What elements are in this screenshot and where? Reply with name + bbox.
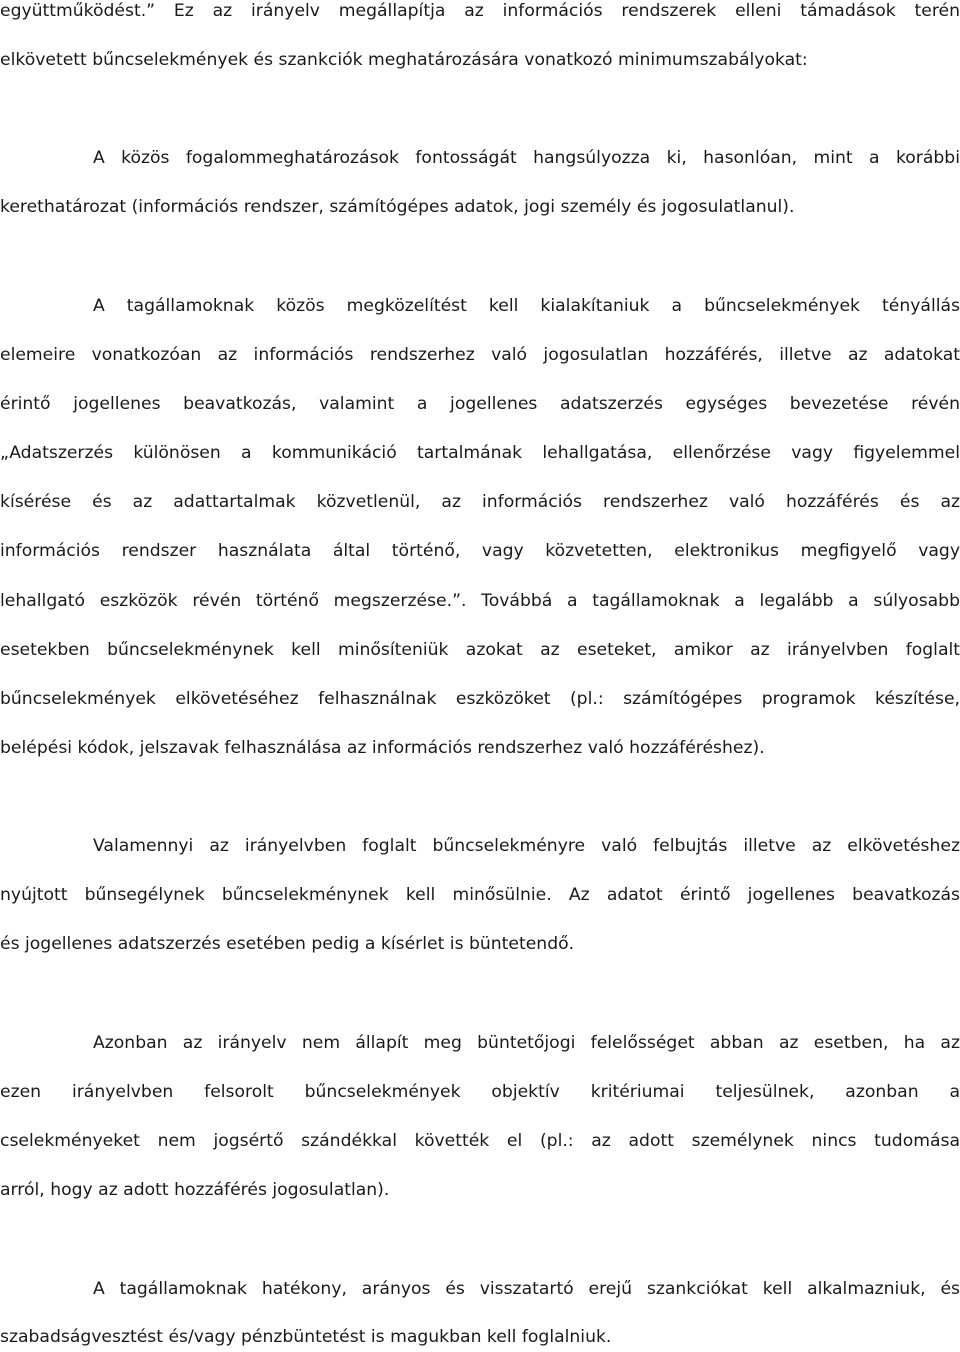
text-line: együttműködést.” Ez az irányelv megállapítja az információs rendszerek elleni támadások terén xyxy=(0,1,960,21)
text-line: kerethatározat (információs rendszer, számítógépes adatok, jogi személy és jogosulatlanul). xyxy=(0,197,795,217)
text-line: cselekményeket nem jogsértő szándékkal követték el (pl.: az adott személynek nincs tudomása xyxy=(0,1131,960,1151)
text-line: A tagállamoknak hatékony, arányos és visszatartó erejű szankciókat kell alkalmazniuk, és xyxy=(93,1279,960,1299)
text-line: bűncselekmények elkövetéséhez felhasználnak eszközöket (pl.: számítógépes programok készítése, xyxy=(0,689,960,709)
text-line: Valamennyi az irányelvben foglalt bűncselekményre való felbujtás illetve az elkövetéshez xyxy=(93,836,960,856)
text-line: elkövetett bűncselekmények és szankciók meghatározására vonatkozó minimumszabályokat: xyxy=(0,50,808,70)
text-line: ezen irányelvben felsorolt bűncselekmények objektív kritériumai teljesülnek, azonban a xyxy=(0,1082,960,1102)
text-line: lehallgató eszközök révén történő megszerzése.”. Továbbá a tagállamoknak a legalább a súlyosabb xyxy=(0,591,960,611)
text-line: információs rendszer használata által történő, vagy közvetetten, elektronikus megfigyelő vagy xyxy=(0,541,960,561)
text-line: belépési kódok, jelszavak felhasználása az információs rendszerhez való hozzáféréshez). xyxy=(0,738,765,758)
text-line: arról, hogy az adott hozzáférés jogosulatlan). xyxy=(0,1180,390,1200)
text-line: esetekben bűncselekménynek kell minősíteniük azokat az eseteket, amikor az irányelvben foglalt xyxy=(0,640,960,660)
text-line: érintő jogellenes beavatkozás, valamint a jogellenes adatszerzés egységes bevezetése révén xyxy=(0,394,960,414)
text-line: Azonban az irányelv nem állapít meg büntetőjogi felelősséget abban az esetben, ha az xyxy=(93,1033,960,1053)
text-line: A közös fogalommeghatározások fontosságát hangsúlyozza ki, hasonlóan, mint a korábbi xyxy=(93,148,960,168)
text-line: kísérése és az adattartalmak közvetlenül, az információs rendszerhez való hozzáférés és az xyxy=(0,492,960,512)
text-line: nyújtott bűnsegélynek bűncselekménynek kell minősülnie. Az adatot érintő jogellenes beavatkozás xyxy=(0,885,960,905)
text-line: és jogellenes adatszerzés esetében pedig a kísérlet is büntetendő. xyxy=(0,934,575,954)
text-line: elemeire vonatkozóan az információs rendszerhez való jogosulatlan hozzáférés, illetve az adatokat xyxy=(0,345,960,365)
text-line: szabadságvesztést és/vagy pénzbüntetést is magukban kell foglalniuk. xyxy=(0,1327,612,1347)
text-line: „Adatszerzés különösen a kommunikáció tartalmának lehallgatása, ellenőrzése vagy figyelemmel xyxy=(0,443,960,463)
text-line: A tagállamoknak közös megközelítést kell kialakítaniuk a bűncselekmények tényállás xyxy=(93,296,960,316)
